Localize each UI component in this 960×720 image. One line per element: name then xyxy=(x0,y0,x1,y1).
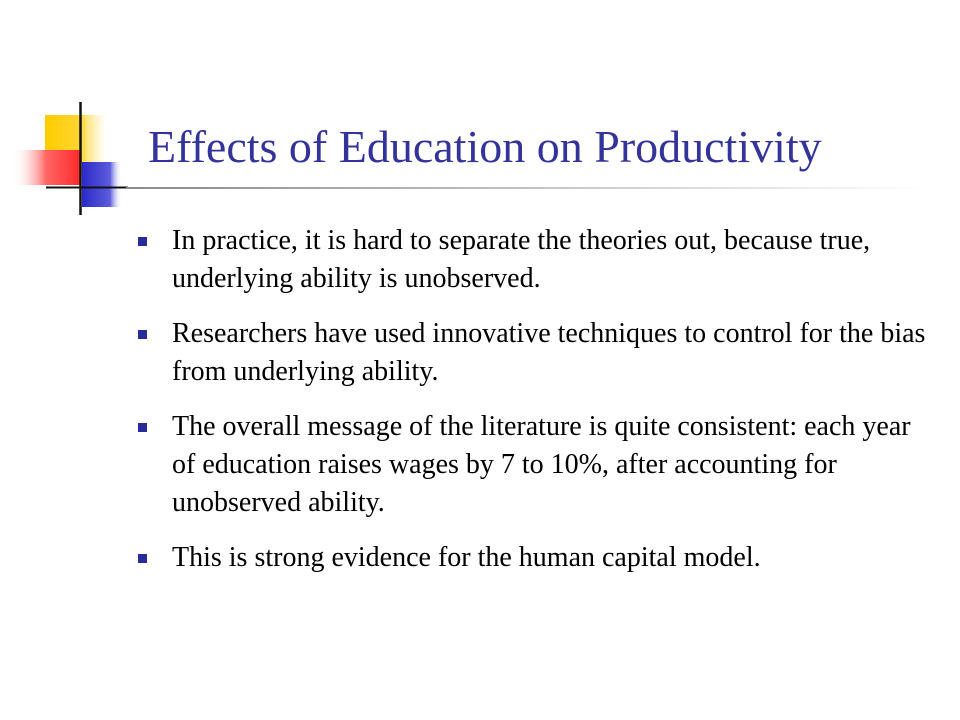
bullet-item xyxy=(138,408,938,522)
logo-red-bar xyxy=(12,150,80,185)
logo-blue-square xyxy=(82,162,122,207)
bullet-text: The overall message of the literature is quite consistent: each year of education raises wages by 7 to 10%, after accounting for unobserved ability. xyxy=(172,411,911,518)
slide-title: Effects of Education on Productivity xyxy=(148,121,822,172)
bullet-square-icon xyxy=(138,554,147,563)
decorative-logo-graphic xyxy=(0,0,140,230)
title-underline xyxy=(126,187,926,189)
bullet-text: This is strong evidence for the human capital model. xyxy=(172,542,761,573)
bullet-square-icon xyxy=(138,423,147,432)
bullet-text: Researchers have used innovative techniques to control for the bias from underlying ability. xyxy=(172,318,926,387)
bullet-item xyxy=(138,315,938,391)
bullet-list xyxy=(138,222,938,594)
bullet-item xyxy=(138,539,938,577)
bullet-text: In practice, it is hard to separate the theories out, because true, underlying ability is unobserved. xyxy=(172,225,871,294)
bullet-square-icon xyxy=(138,237,147,246)
bullet-item xyxy=(138,222,938,298)
bullet-square-icon xyxy=(138,330,147,339)
